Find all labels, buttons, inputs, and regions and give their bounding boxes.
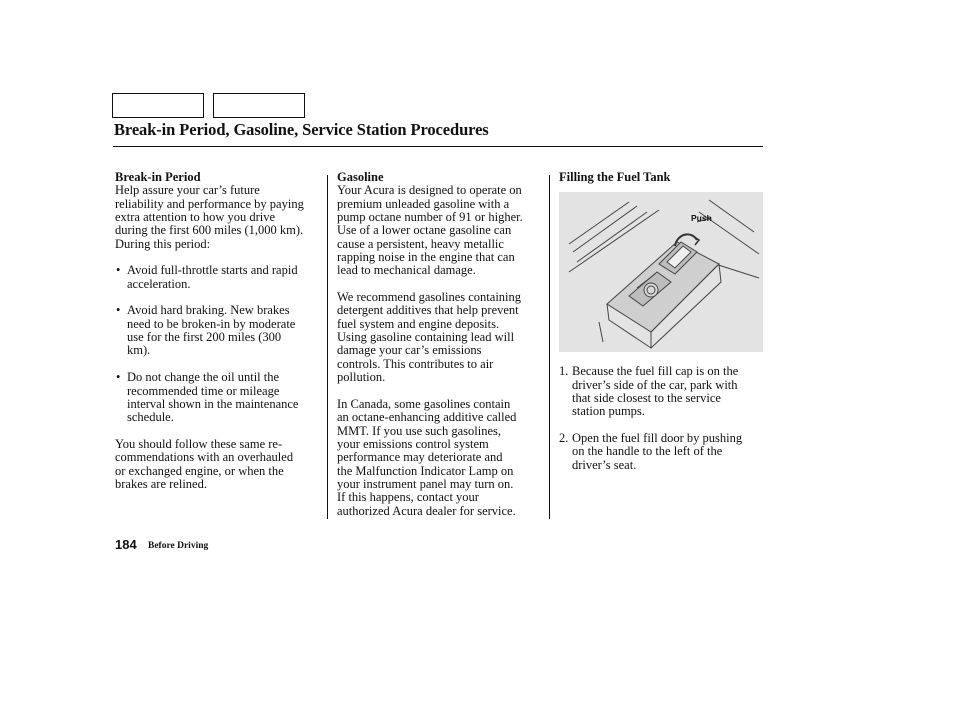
gasoline-heading: Gasoline [337, 170, 384, 184]
column-divider-1 [327, 175, 328, 519]
breakin-bullet-oil: • Do not change the oil until the recommended time or mileage interval shown in the maintenance schedule. [116, 370, 299, 425]
filling-step-2: 2. Open the fuel fill door by pushing on the handle to the left of the driver’s seat. [559, 431, 743, 472]
section-label: Before Driving [148, 541, 209, 551]
breakin-intro: Help assure your car’s future reliability and performance by paying extra attention to how you drive during the first 600 miles (1,000 km). During this period: [115, 183, 304, 251]
page-number: 184 [115, 537, 137, 552]
filling-step-1: 1. Because the fuel fill cap is on the driver’s side of the car, park with that side closest to the service station pumps. [559, 364, 739, 419]
breakin-heading: Break-in Period [115, 170, 201, 184]
bullet-icon: • [116, 303, 121, 318]
header-tab-box-right [213, 93, 305, 118]
fuel-door-release-drawing [559, 192, 763, 352]
column-divider-2 [549, 175, 550, 519]
filling-column [559, 171, 765, 472]
title-rule [113, 146, 763, 147]
breakin-closing: You should follow these same re- commendations with an overhauled or exchanged engine, or when the brakes are relined. [115, 436, 294, 491]
fuel-door-release-illustration [559, 192, 763, 352]
gasoline-para-detergent: We recommend gasolines containing detergent additives that help prevent fuel system and engine deposits. Using gasoline containing lead will damage your car’s emissions controls. This contributes to air pollution. [337, 290, 522, 385]
filling-heading: Filling the Fuel Tank [559, 170, 671, 184]
push-callout-label: Push [691, 213, 712, 224]
header-tab-box-left [112, 93, 204, 118]
gasoline-para-octane: Your Acura is designed to operate on premium unleaded gasoline with a pump octane number of 91 or higher. Use of a lower octane gasoline can cause a persistent, heavy metallic rapping noise in the engine that can lead to mechanical damage. [337, 183, 523, 278]
breakin-bullet-braking: • Avoid hard braking. New brakes need to be broken-in by moderate use for the first 200 miles (300 km). [116, 303, 296, 358]
page-title: Break-in Period, Gasoline, Service Station Procedures [114, 120, 489, 139]
gasoline-column [337, 171, 547, 518]
gasoline-para-canada: In Canada, some gasolines contain an octane-enhancing additive called MMT. If you use such gasolines, your emissions control system performance may deteriorate and the Malfunction Indicator Lamp on your instrument panel may turn on. If this happens, contact your authorized Acura dealer for service. [337, 396, 517, 518]
bullet-icon: • [116, 263, 121, 278]
breakin-bullet-throttle: • Avoid full-throttle starts and rapid acceleration. [116, 263, 298, 291]
breakin-column [115, 171, 327, 491]
bullet-icon: • [116, 370, 121, 385]
